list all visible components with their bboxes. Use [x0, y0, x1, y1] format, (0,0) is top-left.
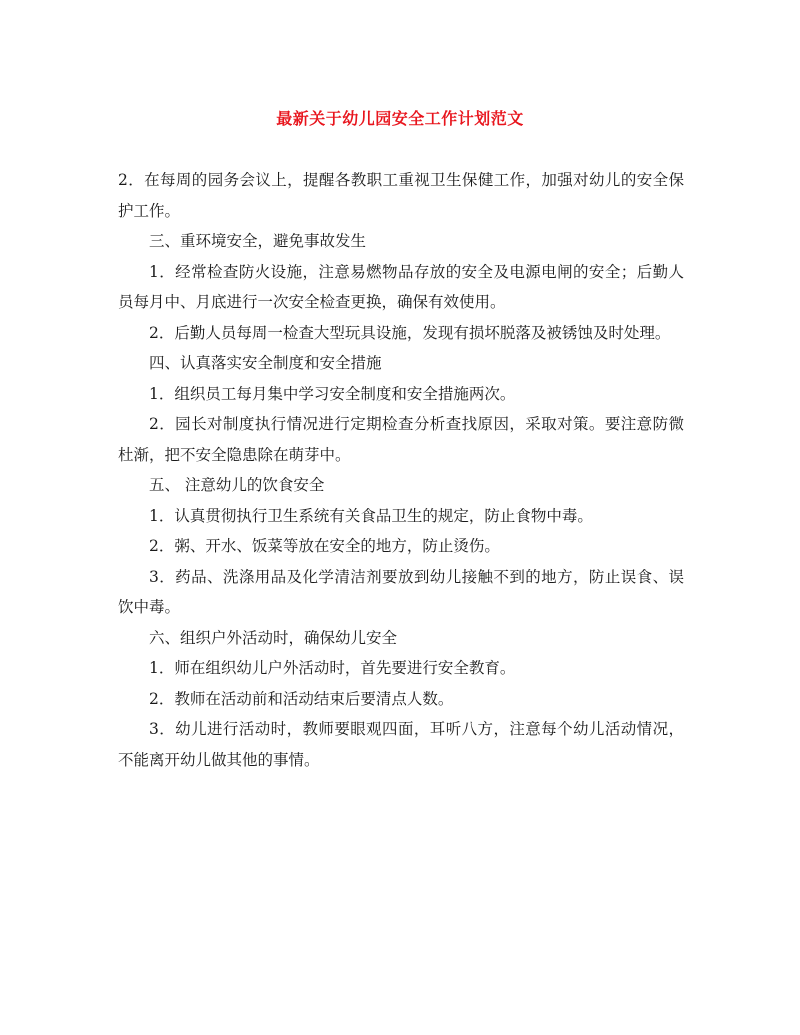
- paragraph: 1．组织员工每月集中学习安全制度和安全措施两次。: [149, 384, 516, 403]
- paragraph: 六、组织户外活动时，确保幼儿安全: [149, 628, 398, 647]
- paragraph: 2．教师在活动前和活动结束后要清点人数。: [149, 689, 454, 708]
- paragraph: 3．药品、洗涤用品及化学清洁剂要放到幼儿接触不到的地方，防止误食、误饮中毒。: [118, 567, 684, 616]
- paragraph: 3．幼儿进行活动时，教师要眼观四面，耳听八方，注意每个幼儿活动情况，不能离开幼儿做其他的事情。: [118, 720, 684, 769]
- paragraph: 五、 注意幼儿的饮食安全: [149, 476, 325, 494]
- paragraph: 1．师在组织幼儿户外活动时，首先要进行安全教育。: [149, 659, 516, 677]
- page-title: 最新关于幼儿园安全工作计划范文: [276, 109, 524, 128]
- paragraph: 2．在每周的园务会议上，提醒各教职工重视卫生保健工作，加强对幼儿的安全保护工作。: [118, 171, 684, 220]
- paragraph: 1．认真贯彻执行卫生系统有关食品卫生的规定，防止食物中毒。: [149, 506, 593, 525]
- paragraph: 2．后勤人员每周一检查大型玩具设施，发现有损坏脱落及被锈蚀及时处理。: [149, 323, 671, 342]
- paragraph: 四、认真落实安全制度和安全措施: [149, 354, 382, 372]
- paragraph: 1．经常检查防火设施，注意易燃物品存放的安全及电源电闸的安全；后勤人员每月中、月底进行一次安全检查更换，确保有效使用。: [118, 262, 684, 311]
- paragraph: 三、重环境安全，避免事故发生: [149, 232, 367, 250]
- paragraph: 2．粥、开水、饭菜等放在安全的地方，防止烫伤。: [149, 537, 500, 555]
- document-body: [118, 165, 684, 775]
- paragraph: 2．园长对制度执行情况进行定期检查分析查找原因，采取对策。要注意防微杜渐，把不安全隐患除在萌芽中。: [118, 415, 684, 464]
